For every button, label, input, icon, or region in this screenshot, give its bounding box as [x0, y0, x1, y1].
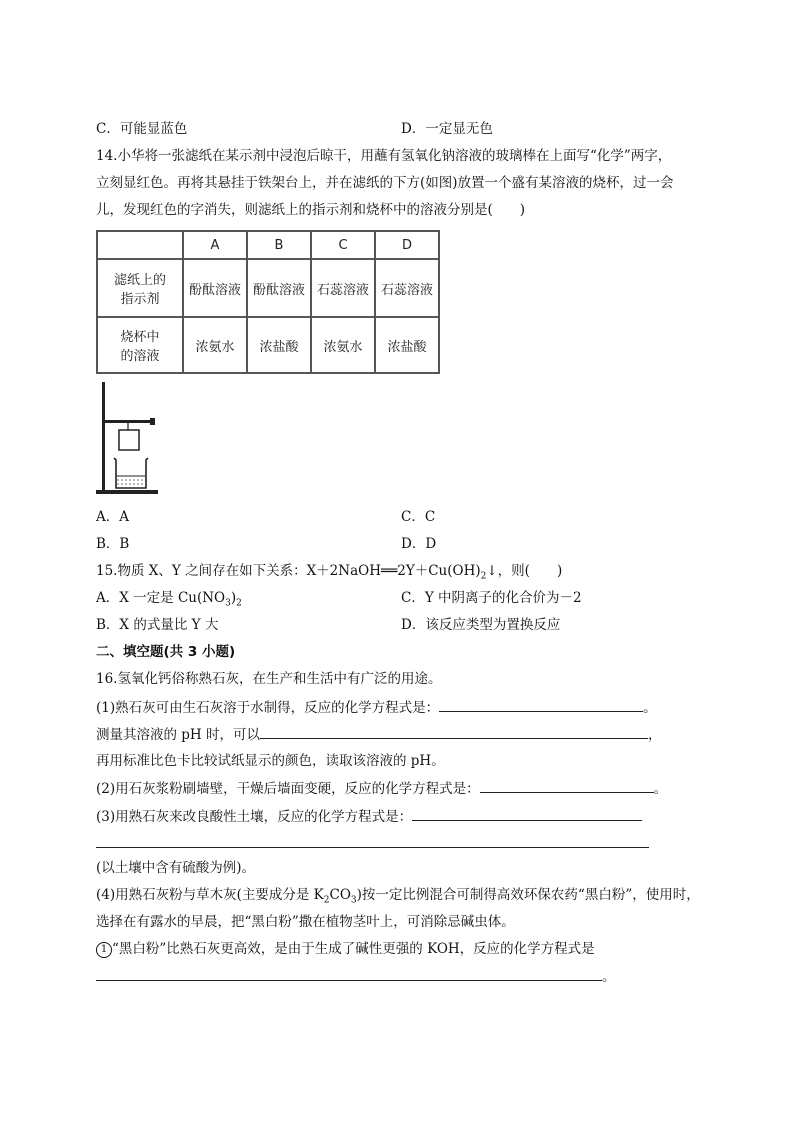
q14-option-c: C．C [401, 509, 436, 525]
circled-number: 1 [96, 942, 112, 958]
q15-stem [96, 561, 562, 587]
table-header-a: A [183, 231, 247, 259]
answer-blank[interactable] [96, 833, 649, 848]
q14-stem-line1: 14.小华将一张滤纸在某示剂中浸泡后晾干，用蘸有氢氧化钠溶液的玻璃棒在上面写“化学”两字， [96, 148, 672, 164]
q16-part4a-text: (4)用熟石灰粉与草木灰(主要成分是 K [96, 887, 324, 903]
subscript: 3 [225, 598, 231, 609]
q14-stem-line3: 儿，发现红色的字消失，则滤纸上的指示剂和烧杯中的溶液分别是( ) [96, 202, 526, 218]
q16-part3-text: (3)用熟石灰来改良酸性土壤，反应的化学方程式是： [96, 809, 413, 825]
q16-stem: 16.氢氧化钙俗称熟石灰，在生产和生活中有广泛的用途。 [96, 671, 442, 687]
q16-part1-text: (1)熟石灰可由生石灰溶于水制得，反应的化学方程式是： [96, 700, 440, 716]
iron-stand-apparatus-figure [96, 380, 166, 498]
table-cell: 石蕊溶液 [375, 259, 439, 317]
q16-part4a-text: )按一定比例混合可制得高效环保农药“黑白粉”，使用时， [356, 887, 700, 903]
q15-option-a [96, 588, 242, 614]
q16-part2 [96, 778, 667, 799]
punctuation: 。 [602, 969, 616, 985]
q13-option-c: C．可能显蓝色 [96, 121, 188, 137]
q16-part4c-text: “黑白粉”比熟石灰更高效，是由于生成了碱性更强的 KOH，反应的化学方程式是 [112, 941, 595, 957]
q13-option-d: D．一定显无色 [401, 121, 493, 137]
table-header-b: B [247, 231, 311, 259]
q16-part1c: 再用标准比色卡比较试纸显示的颜色，读取该溶液的 pH。 [96, 753, 445, 769]
q16-part1b-text: 测量其溶液的 pH 时，可以 [96, 727, 260, 743]
table-cell: 酚酞溶液 [183, 259, 247, 317]
punctuation: 。 [643, 700, 657, 716]
q15-stem-text: 15.物质 X、Y 之间存在如下关系：X＋2NaOH══2Y＋Cu(OH) [96, 563, 481, 579]
q16-part3-note: (以土壤中含有硫酸为例)。 [96, 860, 256, 876]
q15-option-b: B．X 的式量比 Y 大 [96, 617, 219, 633]
answer-blank[interactable] [260, 724, 648, 739]
answer-blank[interactable] [412, 806, 642, 821]
q15-option-a-text: A．X 一定是 Cu(NO [96, 590, 226, 606]
row-label-line: 滤纸上的 [113, 273, 166, 288]
table-row-label-indicator [97, 259, 183, 317]
q15-option-a-text: ) [230, 590, 237, 606]
q16-part4b: 选择在有露水的早晨，把“黑白粉”撒在植物茎叶上，可消除忌碱虫体。 [96, 914, 515, 930]
q14-options-table [96, 230, 440, 374]
q16-part4d [96, 966, 616, 987]
q15-stem-text: ↓，则( ) [486, 563, 563, 579]
subscript: 3 [350, 895, 357, 906]
answer-blank[interactable] [480, 778, 654, 793]
table-cell: 浓氨水 [183, 317, 247, 373]
row-label-line: 烧杯中 [120, 330, 160, 345]
q14-option-b: B．B [96, 536, 130, 552]
q16-part2-text: (2)用石灰浆粉刷墙壁，干燥后墙面变硬，反应的化学方程式是： [96, 781, 480, 797]
table-cell: 浓氨水 [311, 317, 375, 373]
q14-option-d: D．D [401, 536, 437, 552]
table-cell: 浓盐酸 [375, 317, 439, 373]
subscript: 2 [323, 895, 330, 906]
table-header-d: D [375, 231, 439, 259]
punctuation: 。 [653, 781, 668, 797]
subscript: 2 [236, 598, 242, 609]
q16-part1 [96, 697, 657, 718]
table-header-blank [97, 231, 183, 259]
table-row-label-solution [97, 317, 183, 373]
table-cell: 石蕊溶液 [311, 259, 375, 317]
q16-part3 [96, 806, 642, 827]
section-title: 二、填空题(共 3 小题) [96, 644, 236, 660]
punctuation: ， [648, 727, 662, 743]
table-cell: 浓盐酸 [247, 317, 311, 373]
table-header-c: C [311, 231, 375, 259]
q14-stem-line2: 立刻显红色。再将其悬挂于铁架台上，并在滤纸的下方(如图)放置一个盛有某溶液的烧杯，过一会 [96, 175, 674, 191]
answer-blank[interactable] [96, 966, 602, 981]
answer-blank[interactable] [439, 697, 643, 712]
q15-option-d: D．该反应类型为置换反应 [401, 617, 561, 633]
table-cell: 酚酞溶液 [247, 259, 311, 317]
q16-part4c [96, 939, 595, 959]
q14-option-a: A．A [96, 509, 129, 525]
row-label-line: 的溶液 [120, 349, 160, 364]
q16-part4a-text: CO [329, 887, 351, 903]
q16-part4a [96, 885, 700, 911]
row-label-line: 指示剂 [120, 292, 160, 307]
subscript: 2 [480, 571, 487, 582]
q16-part1b [96, 724, 662, 745]
q15-option-c: C．Y 中阴离子的化合价为－2 [401, 590, 582, 606]
